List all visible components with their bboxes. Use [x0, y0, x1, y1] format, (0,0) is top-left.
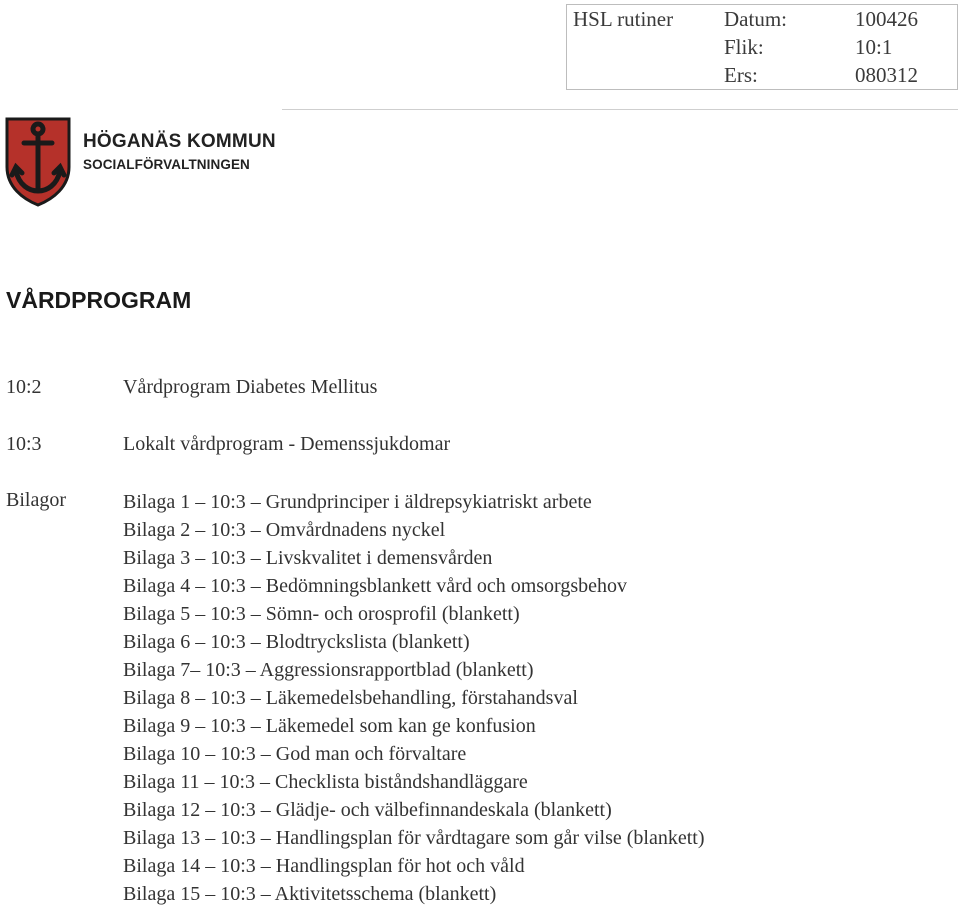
datum-value: 100426 [855, 7, 918, 31]
appendix-item: Bilaga 6 – 10:3 – Blodtryckslista (blankett) [123, 631, 470, 653]
org-name: HÖGANÄS KOMMUN [83, 131, 276, 152]
municipality-logo [3, 115, 285, 207]
appendix-item: Bilaga 13 – 10:3 – Handlingsplan för vårdtagare som går vilse (blankett) [123, 827, 705, 849]
section-description: Lokalt vårdprogram - Demenssjukdomar [123, 433, 451, 455]
header-label: HSL rutiner [573, 7, 674, 31]
appendix-item: Bilaga 7– 10:3 – Aggressionsrapportblad (blankett) [123, 659, 534, 681]
appendix-item: Bilaga 3 – 10:3 – Livskvalitet i demensvården [123, 547, 493, 569]
coat-of-arms-icon [3, 115, 73, 207]
section-description: Vårdprogram Diabetes Mellitus [123, 376, 378, 398]
appendix-item: Bilaga 12 – 10:3 – Glädje- och välbefinnandeskala (blankett) [123, 799, 612, 821]
header-info-box [566, 4, 958, 90]
header-divider [282, 109, 958, 110]
section-code: 10:2 [6, 376, 42, 398]
appendix-item: Bilaga 4 – 10:3 – Bedömningsblankett vård och omsorgsbehov [123, 575, 628, 597]
appendix-list [123, 488, 705, 908]
appendix-item: Bilaga 9 – 10:3 – Läkemedel som kan ge konfusion [123, 715, 536, 737]
ers-value: 080312 [855, 63, 918, 87]
ers-label: Ers: [724, 63, 758, 87]
appendix-item: Bilaga 8 – 10:3 – Läkemedelsbehandling, förstahandsval [123, 687, 578, 709]
section-code: 10:3 [6, 433, 42, 455]
appendix-item: Bilaga 2 – 10:3 – Omvårdnadens nyckel [123, 519, 446, 541]
datum-label: Datum: [724, 7, 787, 31]
flik-value: 10:1 [855, 35, 893, 59]
appendices-label: Bilagor [6, 489, 66, 511]
appendix-item: Bilaga 1 – 10:3 – Grundprinciper i äldrepsykiatriskt arbete [123, 491, 592, 513]
org-department: SOCIALFÖRVALTNINGEN [83, 157, 250, 172]
appendix-item: Bilaga 10 – 10:3 – God man och förvaltare [123, 743, 467, 765]
appendix-item: Bilaga 14 – 10:3 – Handlingsplan för hot och våld [123, 855, 525, 877]
appendix-item: Bilaga 5 – 10:3 – Sömn- och orosprofil (blankett) [123, 603, 520, 625]
appendix-item: Bilaga 11 – 10:3 – Checklista biståndshandläggare [123, 771, 528, 793]
page-title: VÅRDPROGRAM [6, 287, 192, 313]
appendix-item: Bilaga 15 – 10:3 – Aktivitetsschema (blankett) [123, 883, 497, 905]
flik-label: Flik: [724, 35, 764, 59]
